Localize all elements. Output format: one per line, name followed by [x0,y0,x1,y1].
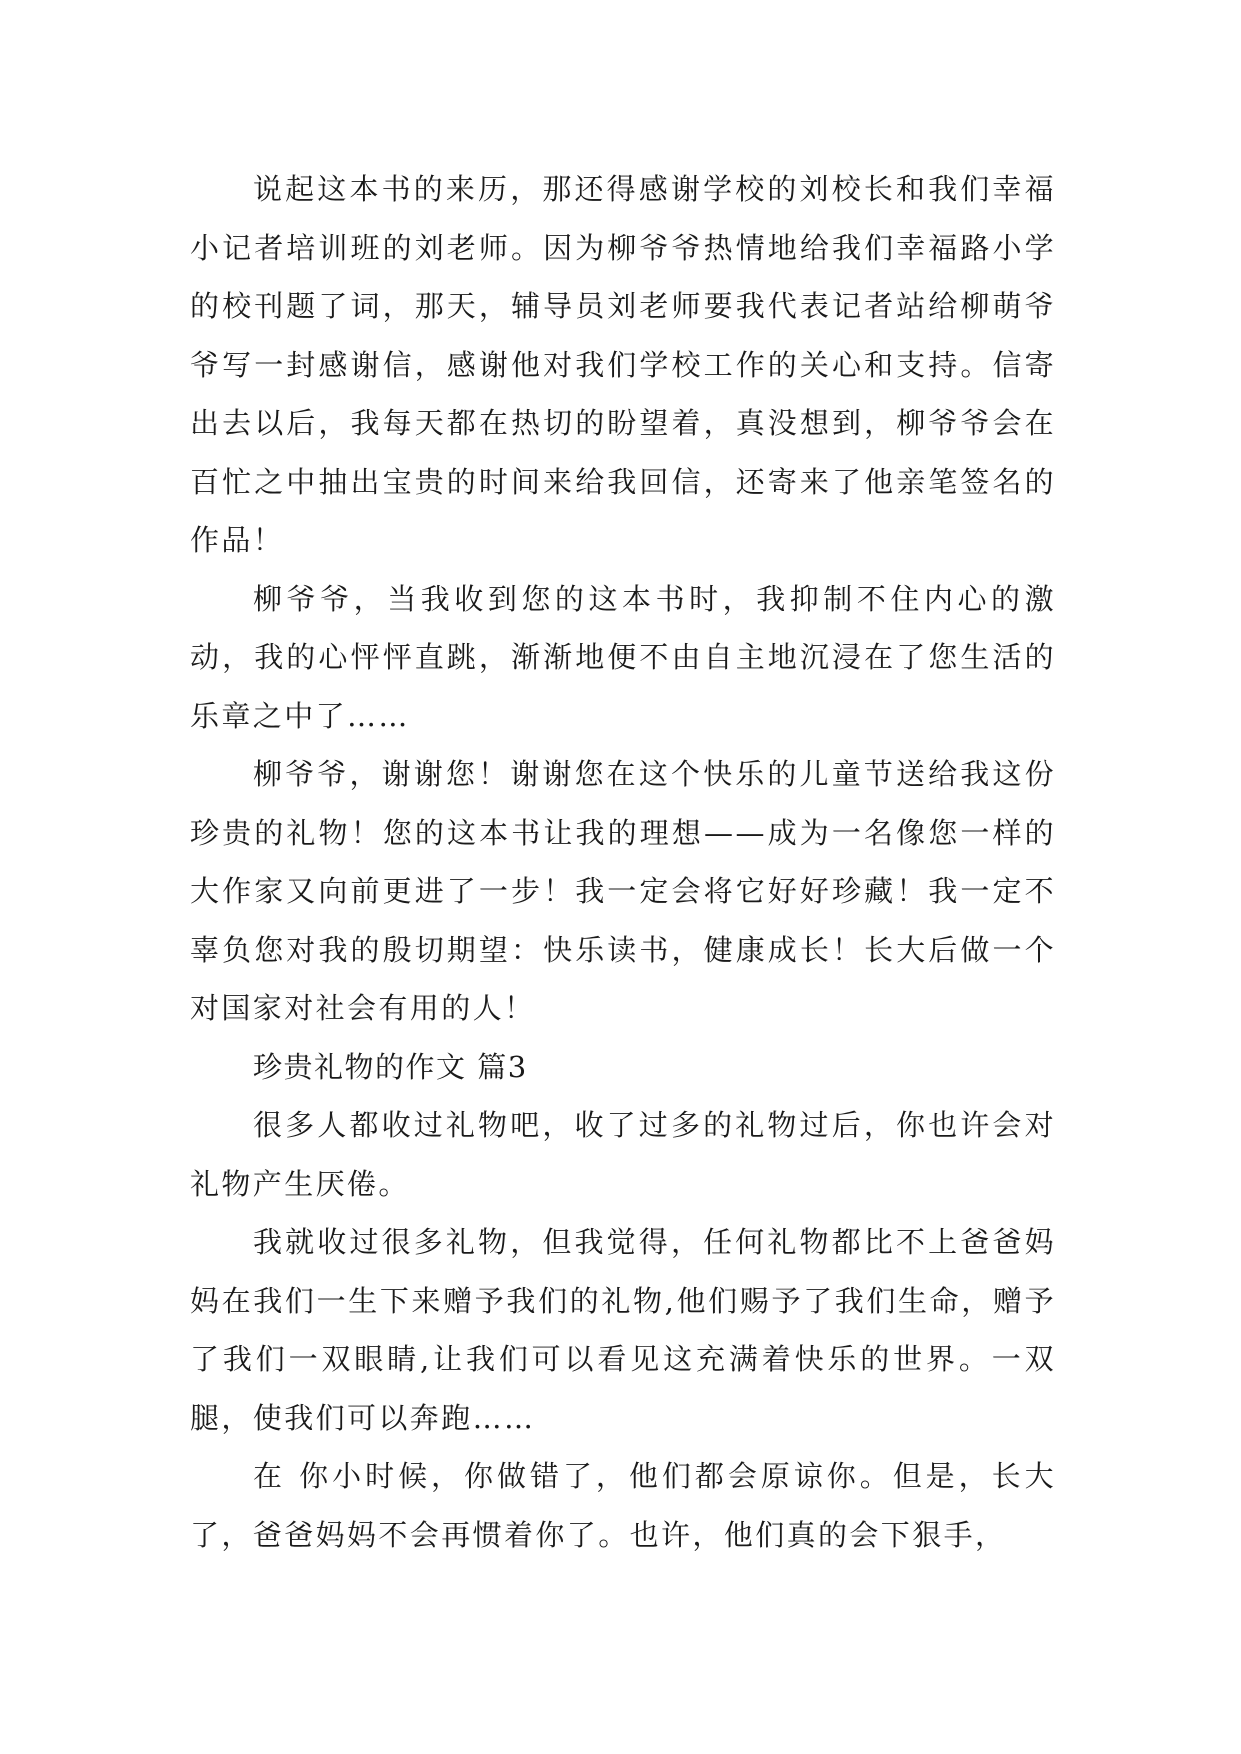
paragraph: 在 你小时候，你做错了，他们都会原谅你。但是，长大了，爸爸妈妈不会再惯着你了。也许，他们真的会下狠手， [190,1459,1056,1552]
paragraph: 很多人都收过礼物吧，收了过多的礼物过后，你也许会对礼物产生厌倦。 [190,1108,1056,1201]
paragraph: 我就收过很多礼物，但我觉得，任何礼物都比不上爸爸妈妈在我们一生下来赠予我们的礼物,他们赐予了我们生命，赠予了我们一双眼睛,让我们可以看见这充满着快乐的世界。一双腿，使我们可以奔跑…… [190,1225,1056,1435]
document-body [190,160,1056,1564]
section-heading: 珍贵礼物的作文 篇3 [253,1049,528,1084]
paragraph: 柳爷爷，当我收到您的这本书时，我抑制不住内心的激动，我的心怦怦直跳，渐渐地便不由自主地沉浸在了您生活的乐章之中了…… [190,581,1056,733]
paragraph: 说起这本书的来历，那还得感谢学校的刘校长和我们幸福小记者培训班的刘老师。因为柳爷爷热情地给我们幸福路小学的校刊题了词，那天，辅导员刘老师要我代表记者站给柳萌爷爷写一封感谢信，感谢他对我们学校工作的关心和支持。信寄出去以后，我每天都在热切的盼望着，真没想到，柳爷爷会在百忙之中抽出宝贵的时间来给我回信，还寄来了他亲笔签名的作品！ [190,172,1056,557]
paragraph: 柳爷爷，谢谢您！谢谢您在这个快乐的儿童节送给我这份珍贵的礼物！您的这本书让我的理想——成为一名像您一样的大作家又向前更进了一步！我一定会将它好好珍藏！我一定不辜负您对我的殷切期望：快乐读书，健康成长！长大后做一个对国家对社会有用的人！ [190,757,1056,1025]
